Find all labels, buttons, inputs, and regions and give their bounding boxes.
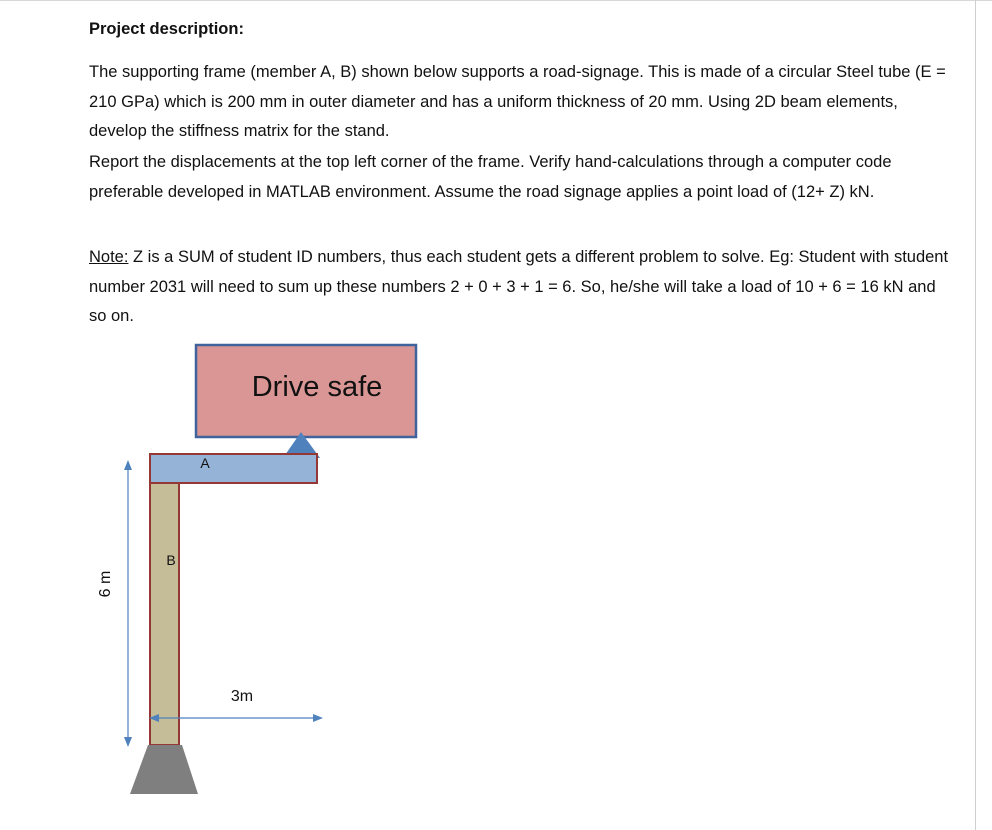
member-b bbox=[150, 483, 179, 745]
member-a bbox=[150, 454, 317, 483]
road-sign-text: Drive safe bbox=[251, 371, 383, 403]
note-text: Z is a SUM of student ID numbers, thus each student gets a different problem to solve. Eg: Student with student number 2031 will need to sum up these numbers 2 + 0 + 3 + 1 = 6. So, he/she will take a load of 10 + 6 = 16 kN and so on. bbox=[89, 248, 949, 325]
note-label: Note: bbox=[89, 248, 129, 266]
member-a-label: A bbox=[200, 455, 210, 471]
width-dimension-label: 3m bbox=[230, 688, 254, 705]
paragraph-report-instructions: Report the displacements at the top left corner of the frame. Verify hand-calculations through a computer code preferable developed in MATLAB environment. Assume the road signage applies a point load of (12+ Z) kN. bbox=[89, 153, 892, 201]
height-dimension-label: 6 m bbox=[97, 570, 114, 598]
project-description-heading: Project description: bbox=[89, 20, 244, 38]
fixed-support-base bbox=[130, 745, 198, 794]
member-b-label: B bbox=[166, 552, 176, 568]
paragraph-frame-description: The supporting frame (member A, B) shown below supports a road-signage. This is made of a circular Steel tube (E = 210 GPa) which is 200 mm in outer diameter and has a uniform thickness of 20 mm. Using 2D beam elements, develop the stiffness matrix for the stand. bbox=[89, 63, 946, 140]
